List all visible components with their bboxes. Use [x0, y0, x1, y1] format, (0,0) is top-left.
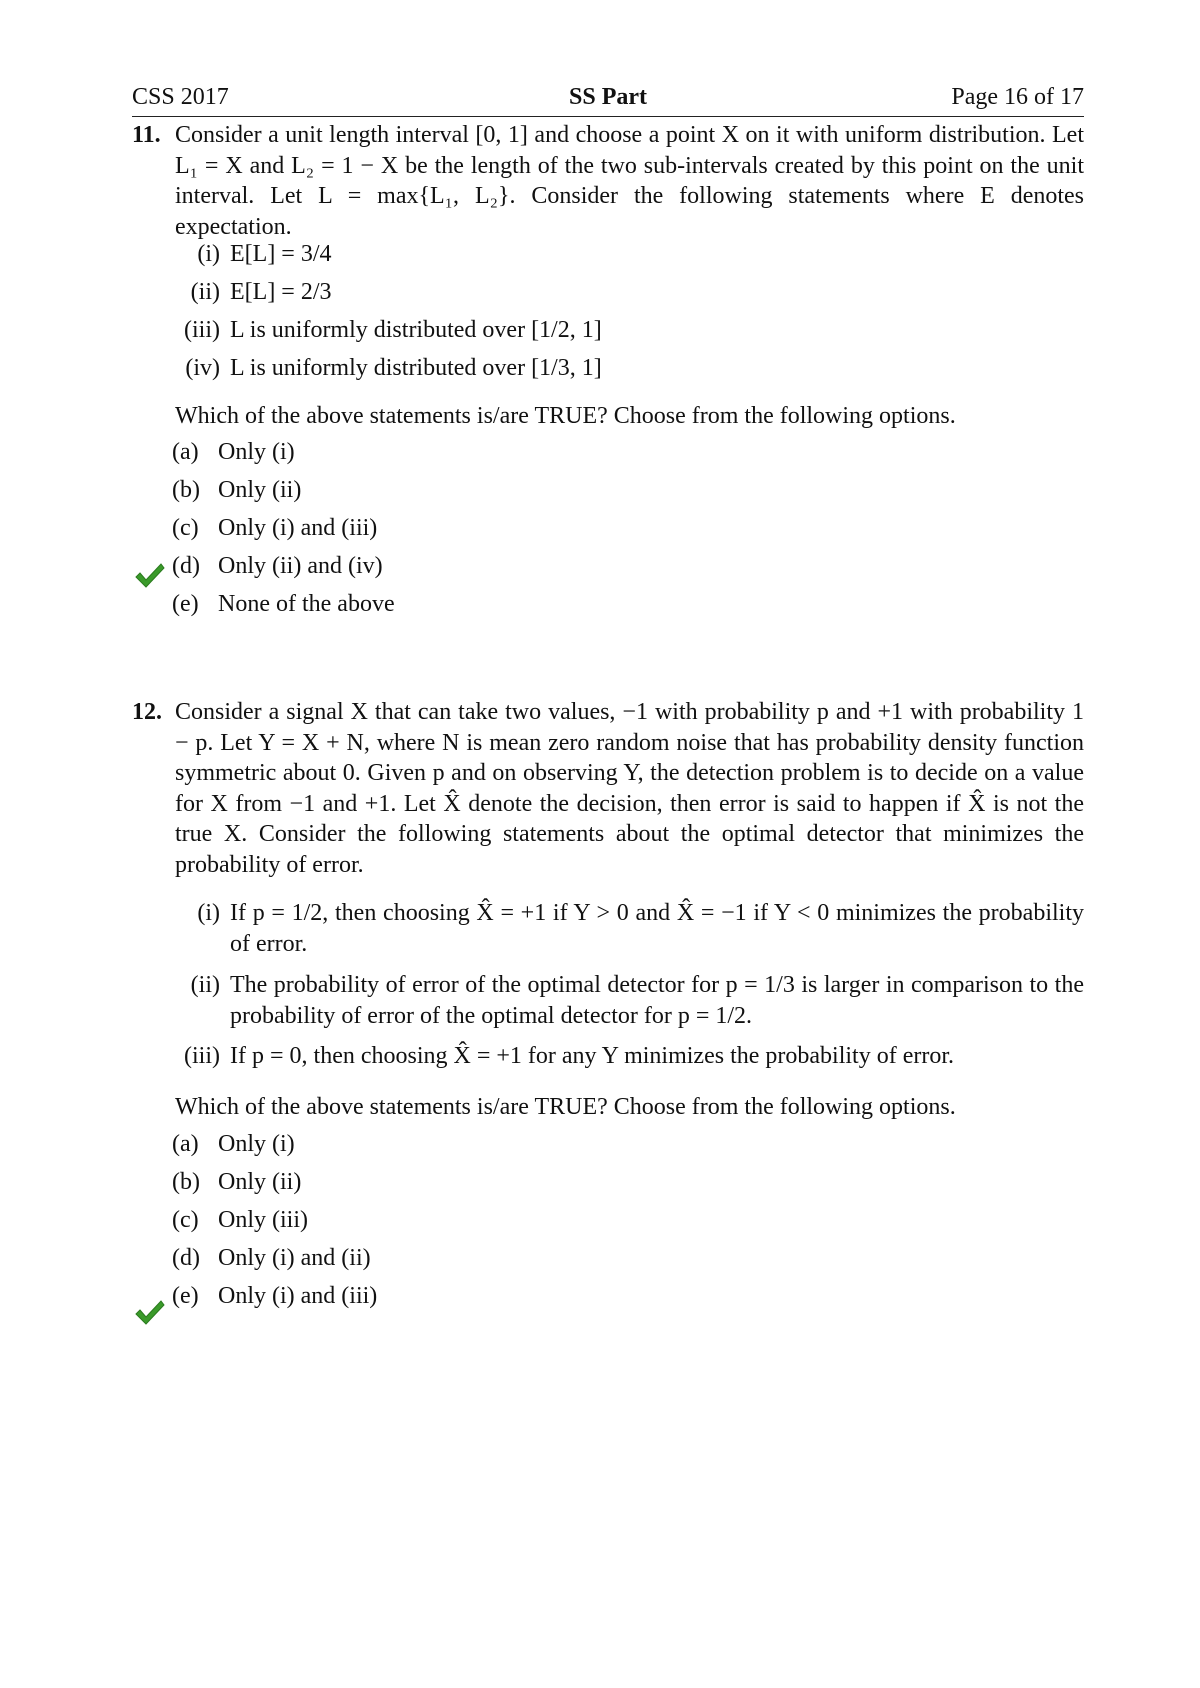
- statement-text: If p = 1/2, then choosing X̂ = +1 if Y > 0 and X̂ = −1 if Y < 0 minimizes the probability of error.: [230, 900, 1084, 957]
- option-label: (e): [172, 591, 199, 617]
- q11-statement: [185, 353, 1084, 384]
- checkmark-icon: [134, 561, 166, 589]
- q12-statement: [184, 1041, 1084, 1072]
- option-text: Only (i): [218, 1131, 295, 1157]
- q11-text: Consider a unit length interval [0, 1] and choose a point X on it with uniform distribution. Let L₁ = X and L₂ = 1 − X be the length of the two sub-intervals created by this point on the unit interval. Let L = max{L₁, L₂}. Consider the following statements where E denotes expectation.: [175, 122, 1084, 240]
- q11-option-d[interactable]: [172, 551, 383, 581]
- q11-option-e[interactable]: [172, 589, 395, 619]
- statement-text: L is uniformly distributed over [1/3, 1]: [230, 355, 602, 381]
- statement-label: (ii): [190, 972, 220, 998]
- option-label: (a): [172, 439, 199, 465]
- q12-option-d[interactable]: [172, 1243, 371, 1273]
- option-label: (a): [172, 1131, 199, 1157]
- option-text: Only (i): [218, 439, 295, 465]
- option-text: Only (i) and (iii): [218, 1283, 378, 1309]
- q11-statement: [184, 315, 1084, 346]
- header-left: CSS 2017: [132, 84, 229, 110]
- option-text: Only (ii): [218, 1169, 302, 1195]
- option-label: (e): [172, 1283, 199, 1309]
- statement-label: (i): [197, 900, 220, 926]
- statement-text: E[L] = 2/3: [230, 279, 332, 305]
- statement-label: (ii): [190, 279, 220, 305]
- option-label: (d): [172, 1245, 200, 1271]
- statement-text: The probability of error of the optimal detector for p = 1/3 is larger in comparison to the probability of error of the optimal detector for p = 1/2.: [230, 972, 1084, 1029]
- option-text: None of the above: [218, 591, 395, 617]
- checkmark-icon: [134, 1298, 166, 1326]
- q11-prompt: Which of the above statements is/are TRUE? Choose from the following options.: [175, 403, 956, 429]
- option-text: Only (iii): [218, 1207, 308, 1233]
- q11-statement: [190, 277, 1084, 308]
- q11-number: 11.: [132, 122, 161, 148]
- option-label: (b): [172, 1169, 200, 1195]
- option-label: (c): [172, 515, 199, 541]
- option-label: (c): [172, 1207, 199, 1233]
- statement-label: (iv): [185, 355, 220, 381]
- header-title: SS Part: [569, 84, 647, 110]
- q11-option-c[interactable]: [172, 513, 377, 543]
- statement-text: If p = 0, then choosing X̂ = +1 for any Y minimizes the probability of error.: [230, 1043, 955, 1069]
- header-rule: [132, 116, 1084, 117]
- option-text: Only (i) and (ii): [218, 1245, 371, 1271]
- q12-number: 12.: [132, 699, 162, 725]
- option-label: (d): [172, 553, 200, 579]
- q12-statement: [197, 898, 1084, 959]
- q12-option-a[interactable]: [172, 1129, 295, 1159]
- q12-text: Consider a signal X that can take two values, −1 with probability p and +1 with probability 1 − p. Let Y = X + N, where N is mean zero random noise that has probability density function symmetric about 0. Given p and on observing Y, the detection problem is to decide on a value for X from −1 and +1. Let X̂ denote the decision, then error is said to happen if X̂ is not the true X. Consider the following statements about the optimal detector that minimizes the probability of error.: [175, 699, 1084, 878]
- statement-label: (i): [197, 241, 220, 267]
- q12-statement: [190, 970, 1084, 1031]
- q12-option-c[interactable]: [172, 1205, 308, 1235]
- q11-statement: [197, 239, 1084, 270]
- option-text: Only (i) and (iii): [218, 515, 378, 541]
- option-label: (b): [172, 477, 200, 503]
- option-text: Only (ii) and (iv): [218, 553, 383, 579]
- statement-label: (iii): [184, 317, 220, 343]
- q11-option-b[interactable]: [172, 475, 301, 505]
- q11-option-a[interactable]: [172, 437, 295, 467]
- header-page-number: Page 16 of 17: [951, 84, 1084, 110]
- q12-prompt: Which of the above statements is/are TRUE? Choose from the following options.: [175, 1094, 956, 1120]
- option-text: Only (ii): [218, 477, 302, 503]
- statement-label: (iii): [184, 1043, 220, 1069]
- page-header: [132, 84, 1084, 114]
- statement-text: E[L] = 3/4: [230, 241, 332, 267]
- q12-option-b[interactable]: [172, 1167, 301, 1197]
- q12-option-e[interactable]: [172, 1281, 377, 1311]
- statement-text: L is uniformly distributed over [1/2, 1]: [230, 317, 602, 343]
